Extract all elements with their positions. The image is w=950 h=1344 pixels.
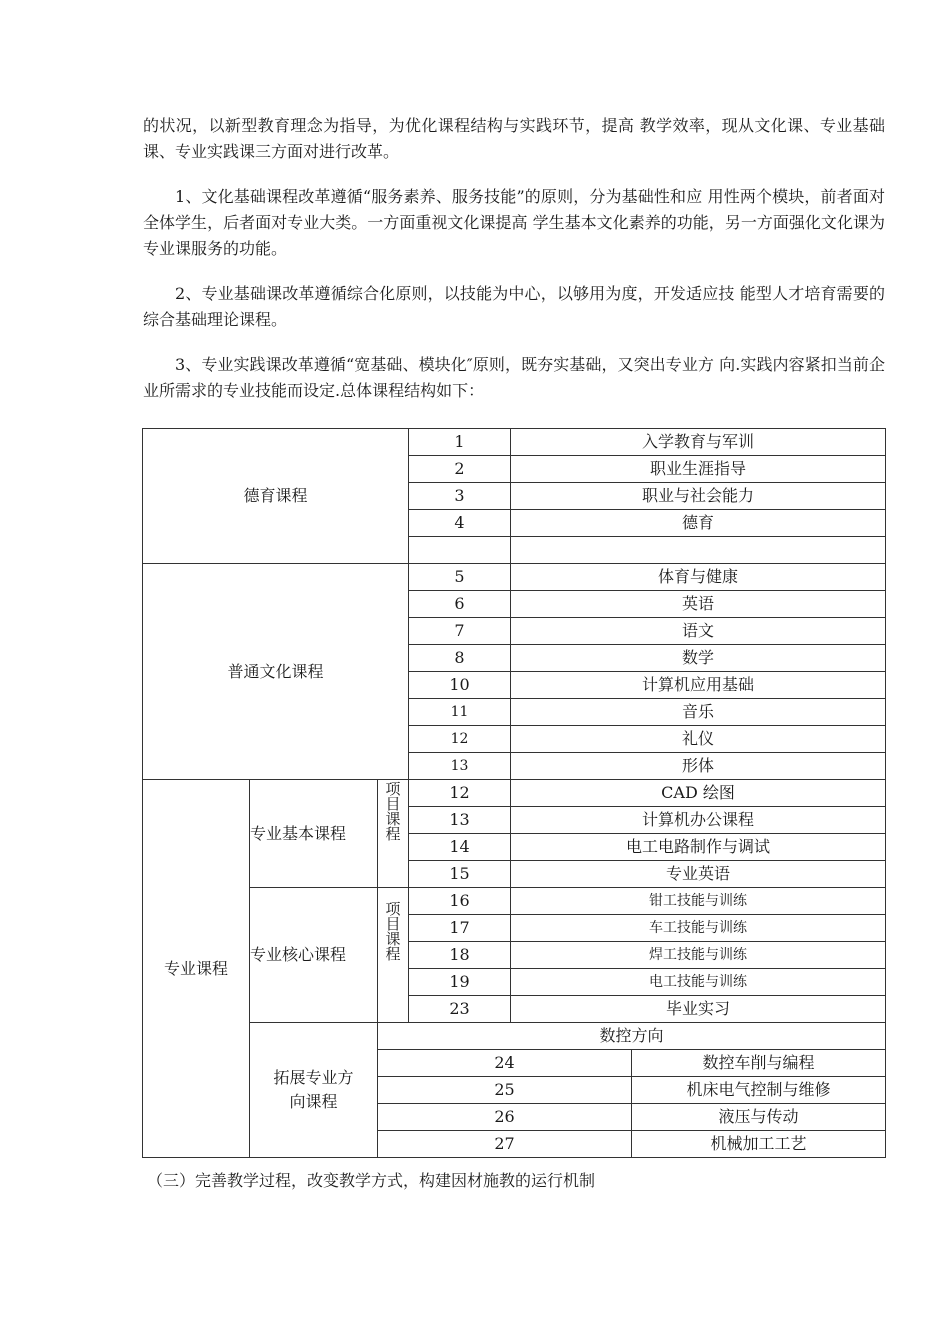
course-name: 入学教育与军训 xyxy=(511,429,886,456)
course-name: 职业生涯指导 xyxy=(511,456,886,483)
course-name: 电工技能与训练 xyxy=(511,969,886,996)
course-number: 1 xyxy=(409,429,511,456)
course-name: 音乐 xyxy=(511,699,886,726)
course-number: 25 xyxy=(378,1077,632,1104)
paragraph-basic-reform: 2、专业基础课改革遵循综合化原则，以技能为中心，以够用为度，开发适应技 能型人才培育需要的综合基础理论课程。 xyxy=(143,284,885,329)
project-course-tag: 项 目 课 程 xyxy=(378,888,409,1023)
course-number: 17 xyxy=(409,915,511,942)
course-number: 23 xyxy=(409,996,511,1023)
course-name: 毕业实习 xyxy=(511,996,886,1023)
curriculum-table xyxy=(142,428,886,1158)
course-number: 27 xyxy=(378,1131,632,1158)
subcategory-extended: 拓展专业方 向课程 xyxy=(250,1023,378,1158)
course-name: 职业与社会能力 xyxy=(511,483,886,510)
course-name: 数学 xyxy=(511,645,886,672)
course-name: 专业英语 xyxy=(511,861,886,888)
course-number: 12 xyxy=(409,780,511,807)
subcategory-basic: 专业基本课程 xyxy=(250,780,378,888)
course-number: 19 xyxy=(409,969,511,996)
course-name: 钳工技能与训练 xyxy=(511,888,886,915)
course-name xyxy=(511,537,886,564)
course-name: 计算机应用基础 xyxy=(511,672,886,699)
course-name: 形体 xyxy=(511,753,886,780)
course-name: 德育 xyxy=(511,510,886,537)
course-name: 计算机办公课程 xyxy=(511,807,886,834)
table-row xyxy=(143,780,886,807)
course-number: 11 xyxy=(409,699,511,726)
course-name: 机床电气控制与维修 xyxy=(632,1077,886,1104)
course-number: 10 xyxy=(409,672,511,699)
subcategory-core: 专业核心课程 xyxy=(250,888,378,1023)
category-moral: 德育课程 xyxy=(143,429,409,564)
table-row xyxy=(143,1023,886,1050)
course-name: 车工技能与训练 xyxy=(511,915,886,942)
course-name: 礼仪 xyxy=(511,726,886,753)
category-general-culture: 普通文化课程 xyxy=(143,564,409,780)
course-number: 5 xyxy=(409,564,511,591)
direction-header: 数控方向 xyxy=(378,1023,886,1050)
course-name: 英语 xyxy=(511,591,886,618)
course-name: 液压与传动 xyxy=(632,1104,886,1131)
course-number: 2 xyxy=(409,456,511,483)
course-number: 6 xyxy=(409,591,511,618)
course-number: 24 xyxy=(378,1050,632,1077)
course-number: 8 xyxy=(409,645,511,672)
course-number: 13 xyxy=(409,753,511,780)
course-name: 语文 xyxy=(511,618,886,645)
course-name: 电工电路制作与调试 xyxy=(511,834,886,861)
course-name: CAD 绘图 xyxy=(511,780,886,807)
course-number: 14 xyxy=(409,834,511,861)
paragraph-culture-reform: 1、文化基础课程改革遵循“服务素养、服务技能”的原则，分为基础性和应 用性两个模块，前者面对全体学生，后者面对专业大类。一方面重视文化课提高 学生基本文化素养的功能，另一方面强化文化课为专业课服务的功能。 xyxy=(143,187,885,258)
course-number: 26 xyxy=(378,1104,632,1131)
course-number: 16 xyxy=(409,888,511,915)
course-name: 体育与健康 xyxy=(511,564,886,591)
course-number: 15 xyxy=(409,861,511,888)
course-number: 3 xyxy=(409,483,511,510)
course-name: 机械加工工艺 xyxy=(632,1131,886,1158)
table-row xyxy=(143,564,886,591)
course-name: 焊工技能与训练 xyxy=(511,942,886,969)
course-name: 数控车削与编程 xyxy=(632,1050,886,1077)
paragraph-practice-reform: 3、专业实践课改革遵循“宽基础、模块化″原则，既夯实基础，又突出专业方 向.实践内容紧扣当前企业所需求的专业技能而设定.总体课程结构如下： xyxy=(143,355,885,400)
table-row xyxy=(143,888,886,915)
project-course-tag: 项 目 课 程 xyxy=(378,780,409,888)
course-number: 12 xyxy=(409,726,511,753)
course-number: 13 xyxy=(409,807,511,834)
paragraph-intro: 的状况，以新型教育理念为指导，为优化课程结构与实践环节，提高 教学效率，现从文化课、专业基础课、专业实践课三方面对进行改革。 xyxy=(143,116,885,161)
table-row xyxy=(143,429,886,456)
course-number: 7 xyxy=(409,618,511,645)
course-number: 18 xyxy=(409,942,511,969)
category-professional: 专业课程 xyxy=(143,780,250,1158)
course-number: 4 xyxy=(409,510,511,537)
course-number xyxy=(409,537,511,564)
section-heading-three: （三）完善教学过程，改变教学方式，构建因材施教的运行机制 xyxy=(147,1171,596,1190)
